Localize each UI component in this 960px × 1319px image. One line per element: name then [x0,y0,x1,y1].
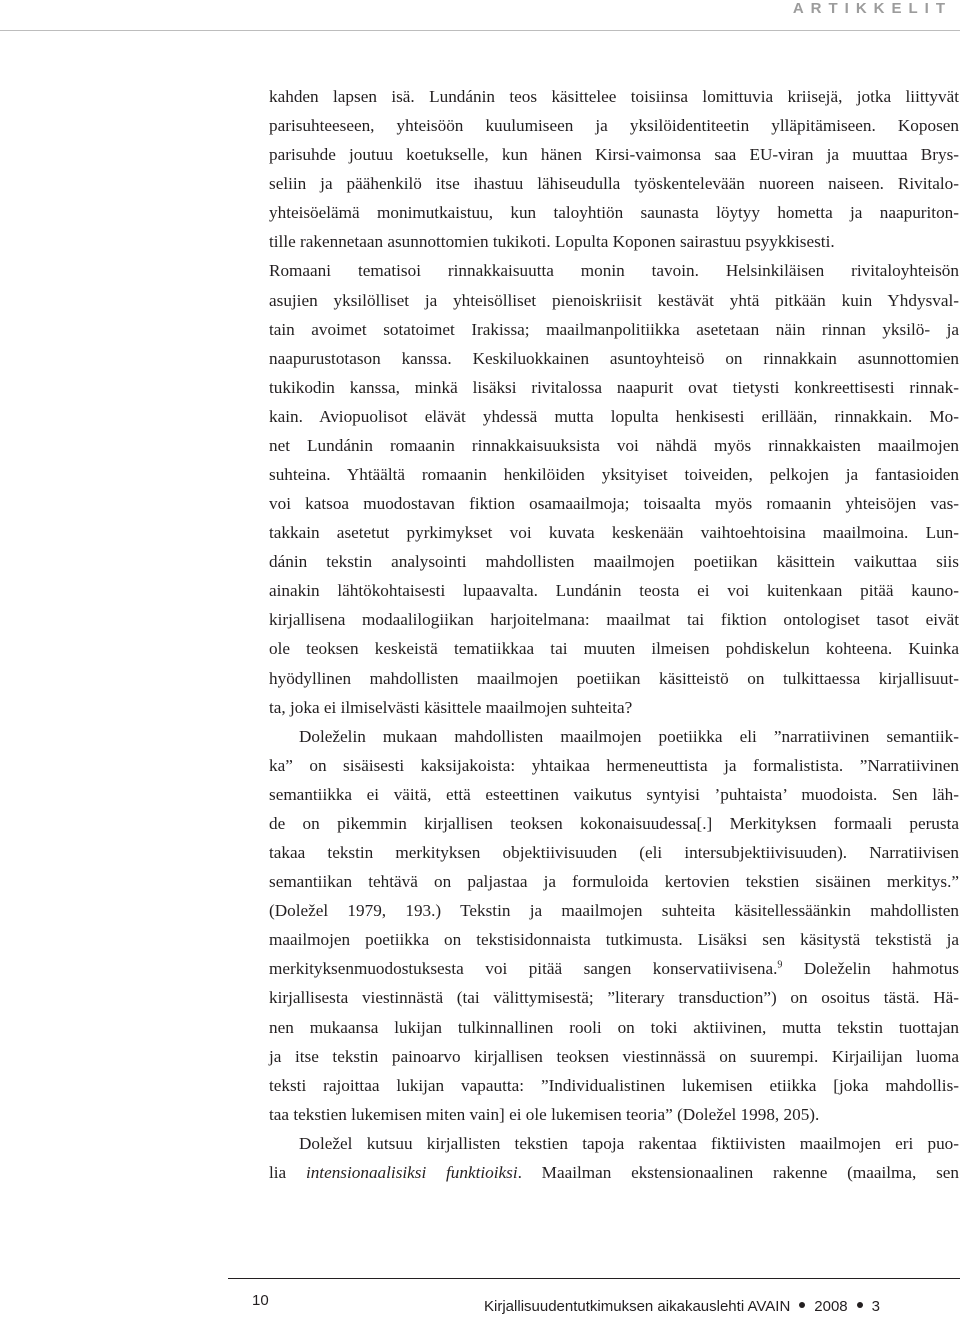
journal-citation [484,1298,880,1315]
text-line: Romaani tematisoi rinnakkaisuutta monin tavoin. Helsinkiläisen rivitaloyhteisön [269,261,959,281]
paragraph-1 [269,82,959,722]
text-line: suhteina. Yhtäältä romaanin henkilöiden yksityiset toiveiden, pelkojen ja fantasioiden [269,465,959,485]
text-line: (Doležel 1979, 193.) Tekstin ja maailmojen suhteita käsitellessäänkin mahdollisten [269,901,959,921]
article-body [269,82,959,1187]
text-fragment: . [517,1162,542,1182]
journal-title: Kirjallisuudentutkimuksen aikakauslehti AVAIN [484,1298,791,1315]
text-fragment: merkityksenmuodostuksesta voi pitää sangen konservatiivisena. [269,959,778,979]
text-line: kahden lapsen isä. Lundánin teos käsittelee toisiinsa lomittuvia kriisejä, jotka liittyvät [269,87,959,106]
text-line: kirjallisena modaalilogiikan harjoitelmana: maailmat tai fiktion ontologiset tasot eivät [269,610,959,630]
text-line: Doleželin mukaan mahdollisten maailmojen poetiikka eli ”narratiivinen semantiik- [299,726,959,746]
journal-year: 2008 [814,1298,848,1315]
text-line: tille rakennetaan asunnottomien tukikoti. Lopulta Koponen sairastuu psyykkisesti. [269,232,835,252]
text-line: naapurustotason kanssa. Keskiluokkainen asuntoyhteisö on rinnakkain asunnottomien [269,348,959,368]
text-line: kain. Aviopuolisot elävät yhdessä mutta lopulta henkisesti erillään, rinnakkain. Mo- [269,406,959,426]
text-fragment: Doleželin hahmotus [782,959,959,979]
text-fragment: Maailman ekstensionaalinen rakenne (maailma, sen [541,1162,960,1182]
journal-issue: 3 [871,1298,880,1315]
text-line: voi katsoa muodostavan fiktion osamaailmoja; toisaalta myös romaanin yhteisöjen vas- [269,494,959,514]
text-line: parisuhde joutuu koetukselle, kun hänen Kirsi-vaimonsa saa EU-viran ja muuttaa Brys- [269,145,959,165]
bullet-icon [799,1302,805,1308]
text-line: ta, joka ei ilmiselvästi käsittele maailmojen suhteita? [269,697,633,717]
footer-rule [228,1278,960,1279]
text-line: asujien yksilölliset ja yhteisölliset pienoiskriisit kestävät yhtä pitkään kuin Yhdysval- [269,290,959,310]
header-rule [0,30,960,31]
paragraph-3 [269,1129,959,1187]
text-line: de on pikemmin kirjallisen teoksen kokonaisuudessa[.] Merkityksen formaali perusta [269,813,959,833]
text-line: Doležel kutsuu kirjallisten tekstien tapoja rakentaa fiktiivisten maailmojen eri puo- [299,1133,959,1153]
text-line: semantiikka ei väitä, että esteettinen vaikutus syntyisi ’puhtaista’ muodoista. Sen läh- [269,784,959,804]
text-line: net Lundánin romaanin rinnakkaisuuksista voi nähdä myös rinnakkaisten maailmojen [269,435,959,455]
text-line: ka” on sisäisesti kaksijakoista: yhtaikaa hermeneuttista ja formalistista. ”Narratiivinen [269,755,959,775]
text-fragment: lia [269,1162,306,1182]
text-line: maailmojen poetiikka on tekstisidonnaista tutkimusta. Lisäksi sen käsitystä tekstistä ja [269,930,959,950]
text-line: nen mukaansa lukijan tulkinnallinen rooli on toki aktiivinen, mutta tekstin tuottajan [269,1017,959,1037]
text-line: taa tekstien lukemisen miten vain] ei ole lukemisen teoria” (Doležel 1998, 205). [269,1104,820,1124]
text-line-footnote [269,954,959,983]
text-line: tain avoimet sotatoimet Irakissa; maailmanpolitiikka asetetaan näin rinnan yksilö- ja [269,319,959,339]
bullet-icon [857,1302,863,1308]
text-line: kirjallisesta viestinnästä (tai välittymisestä; ”literary transduction”) on osoitus tästä. Hä- [269,988,959,1008]
section-label: ARTIKKELIT [792,0,952,17]
text-line: tukikodin kanssa, minkä lisäksi rivitalossa naapurit ovat tietysti konkreettisesti rinnak- [269,377,959,397]
text-line: semantiikan tehtävä on paljastaa ja formuloida kertovien tekstien sisäinen merkitys.” [269,872,959,892]
text-line: ja itse tekstin painoarvo kirjallisen teoksen viestinnässä on suurempi. Kirjailijan luoma [269,1046,959,1066]
text-line: ole teoksen keskeistä tematiikkaa tai muuten ilmeisen pohdiskelun kohteena. Kuinka [269,639,959,659]
text-line: teksti rajoittaa lukijan vapautta: ”Individualistinen lukemisen etiikka [joka mahdollis- [269,1075,959,1095]
footnote-mark[interactable]: 9 [777,959,783,971]
paragraph-2 [269,722,959,1129]
text-line: ainakin lähtökohtaisesti lupaavalta. Lundánin teosta ei voi kuitenkaan pitää kauno- [269,581,959,601]
text-line: dánin tekstin analysointi mahdollisten maailmojen poetiikan käsittein vaikuttaa siis [269,552,959,572]
page-number: 10 [252,1292,269,1309]
text-line: yhteisöelämä monimutkaistuu, kun taloyhtiön saunasta löytyy hometta ja naapuriton- [269,203,959,223]
text-line-italic [269,1158,959,1187]
text-line: seliin ja päähenkilö itse ihastuu lähiseudulla työskentelevään nuoreen naiseen. Rivitalo- [269,174,959,194]
text-line: hyödyllinen mahdollisten maailmojen poetiikan käsitteistö on tulkittaessa kirjallisuut- [269,668,959,688]
text-line: takkain asetetut pyrkimykset voi kuvata keskenään vaihtoehtoisina maailmoina. Lun- [269,523,959,543]
text-line: parisuhteeseen, yhteisöön kuulumiseen ja yksilöidentiteetin ylläpitämiseen. Koposen [269,116,959,136]
text-line: takaa tekstin merkityksen objektiivisuuden (eli intersubjektiivisuuden). Narratiivisen [269,843,959,863]
italic-term: intensionaalisiksi funktioiksi [305,1162,518,1182]
